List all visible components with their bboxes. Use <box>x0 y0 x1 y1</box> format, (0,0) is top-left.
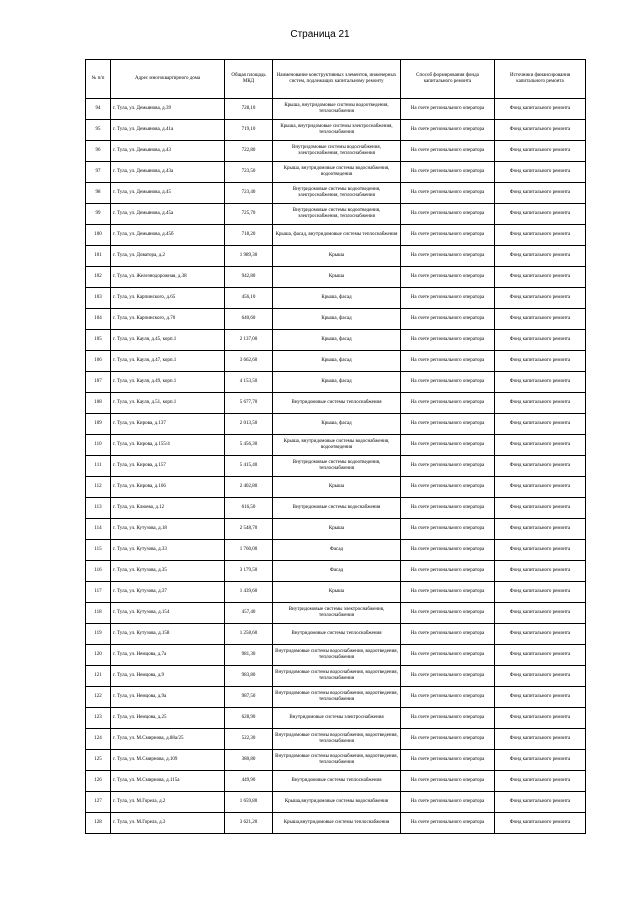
table-row <box>86 708 586 729</box>
row-address: г. Тула, ул. Кутузова, д.37 <box>111 582 225 603</box>
row-source: Фонд капитального ремонта <box>495 645 586 666</box>
row-method: На счете регионального оператора <box>401 372 495 393</box>
row-area: 5 456,30 <box>225 435 273 456</box>
row-method: На счете регионального оператора <box>401 288 495 309</box>
row-number: 96 <box>86 141 111 162</box>
row-method: На счете регионального оператора <box>401 456 495 477</box>
row-works: Крыша, фасад <box>273 288 401 309</box>
row-source: Фонд капитального ремонта <box>495 519 586 540</box>
row-number: 109 <box>86 414 111 435</box>
row-address: г. Тула, ул. Демьянова, д.45б <box>111 225 225 246</box>
row-number: 112 <box>86 477 111 498</box>
header-num: № п/п <box>86 60 111 99</box>
table-row <box>86 267 586 288</box>
row-address: г. Тула, ул. Немцова, д.9а <box>111 687 225 708</box>
row-method: На счете регионального оператора <box>401 813 495 834</box>
row-works: Крыша <box>273 519 401 540</box>
row-number: 125 <box>86 750 111 771</box>
row-number: 117 <box>86 582 111 603</box>
row-number: 108 <box>86 393 111 414</box>
row-method: На счете регионального оператора <box>401 225 495 246</box>
row-works: Фасад <box>273 540 401 561</box>
row-number: 100 <box>86 225 111 246</box>
row-method: На счете регионального оператора <box>401 393 495 414</box>
row-area: 3 662,60 <box>225 351 273 372</box>
row-method: На счете регионального оператора <box>401 666 495 687</box>
row-method: На счете регионального оператора <box>401 477 495 498</box>
row-source: Фонд капитального ремонта <box>495 561 586 582</box>
row-address: г. Тула, ул. Демьянова, д.43а <box>111 162 225 183</box>
row-source: Фонд капитального ремонта <box>495 477 586 498</box>
row-number: 127 <box>86 792 111 813</box>
row-method: На счете регионального оператора <box>401 435 495 456</box>
row-address: г. Тула, ул. Кутузова, д.158 <box>111 624 225 645</box>
table-row <box>86 330 586 351</box>
row-source: Фонд капитального ремонта <box>495 792 586 813</box>
row-area: 2 402,80 <box>225 477 273 498</box>
row-works: Крыша, внутридомовые системы водоснабжения, водоотведения <box>273 162 401 183</box>
row-source: Фонд капитального ремонта <box>495 771 586 792</box>
row-number: 95 <box>86 120 111 141</box>
row-area: 2 548,70 <box>225 519 273 540</box>
row-address: г. Тула, ул. Кауля, д.49, корп.1 <box>111 372 225 393</box>
row-works: Крыша,внутридомовые системы теплоснабжения <box>273 813 401 834</box>
table-row <box>86 519 586 540</box>
row-source: Фонд капитального ремонта <box>495 498 586 519</box>
row-area: 640,60 <box>225 309 273 330</box>
header-source: Источники финансирования капитального ремонта <box>495 60 586 99</box>
row-source: Фонд капитального ремонта <box>495 330 586 351</box>
table-row <box>86 603 586 624</box>
row-source: Фонд капитального ремонта <box>495 162 586 183</box>
table-row <box>86 141 586 162</box>
row-address: г. Тула, ул. Кауля, д.51, корп.1 <box>111 393 225 414</box>
row-number: 107 <box>86 372 111 393</box>
row-number: 103 <box>86 288 111 309</box>
row-works: Внутридомовые системы водоснабжения, водоотведения, теплоснабжения <box>273 750 401 771</box>
row-works: Внутридомовые системы водоснабжения, водоотведения, теплоснабжения <box>273 729 401 750</box>
row-area: 1 760,00 <box>225 540 273 561</box>
row-method: На счете регионального оператора <box>401 624 495 645</box>
table-row <box>86 582 586 603</box>
row-method: На счете регионального оператора <box>401 246 495 267</box>
row-number: 126 <box>86 771 111 792</box>
row-method: На счете регионального оператора <box>401 99 495 120</box>
row-area: 5 415,40 <box>225 456 273 477</box>
header-address: Адрес многоквартирного дома <box>111 60 225 99</box>
repair-registry-table <box>85 59 586 834</box>
row-works: Внутридомовые системы водоснабжения, электроснабжения, теплоснабжения <box>273 141 401 162</box>
row-address: г. Тула, ул. Кутузова, д.35 <box>111 561 225 582</box>
row-source: Фонд капитального ремонта <box>495 309 586 330</box>
row-area: 3 621,20 <box>225 813 273 834</box>
row-area: 981,30 <box>225 645 273 666</box>
row-area: 719,10 <box>225 120 273 141</box>
row-works: Крыша <box>273 246 401 267</box>
row-area: 3 179,50 <box>225 561 273 582</box>
table-row <box>86 351 586 372</box>
row-number: 104 <box>86 309 111 330</box>
row-works: Крыша, фасад <box>273 414 401 435</box>
row-area: 942,80 <box>225 267 273 288</box>
row-number: 120 <box>86 645 111 666</box>
row-area: 725,70 <box>225 204 273 225</box>
row-method: На счете регионального оператора <box>401 771 495 792</box>
row-method: На счете регионального оператора <box>401 519 495 540</box>
row-area: 1 439,60 <box>225 582 273 603</box>
row-area: 1 989,30 <box>225 246 273 267</box>
row-source: Фонд капитального ремонта <box>495 582 586 603</box>
row-area: 723,50 <box>225 162 273 183</box>
row-number: 128 <box>86 813 111 834</box>
table-row <box>86 498 586 519</box>
row-address: г. Тула, ул. Кауля, д.47, корп.1 <box>111 351 225 372</box>
table-row <box>86 813 586 834</box>
row-address: г. Тула, ул. Клюева, д.12 <box>111 498 225 519</box>
table-row <box>86 120 586 141</box>
row-area: 728,10 <box>225 99 273 120</box>
row-source: Фонд капитального ремонта <box>495 267 586 288</box>
row-method: На счете регионального оператора <box>401 141 495 162</box>
row-address: г. Тула, ул. Демьянова, д.45а <box>111 204 225 225</box>
row-area: 456,10 <box>225 288 273 309</box>
row-source: Фонд капитального ремонта <box>495 204 586 225</box>
row-address: г. Тула, ул. М.Смирнова, д.109 <box>111 750 225 771</box>
row-works: Внутридомовые системы электроснабжения <box>273 708 401 729</box>
row-address: г. Тула, ул. Кирова, д.166 <box>111 477 225 498</box>
row-address: г. Тула, ул. Доватора, д.2 <box>111 246 225 267</box>
table-row <box>86 666 586 687</box>
row-method: На счете регионального оператора <box>401 750 495 771</box>
row-source: Фонд капитального ремонта <box>495 393 586 414</box>
row-number: 98 <box>86 183 111 204</box>
row-works: Крыша, фасад, внутридомовые системы теплоснабжения <box>273 225 401 246</box>
row-source: Фонд капитального ремонта <box>495 729 586 750</box>
row-address: г. Тула, ул. Кутузова, д.154 <box>111 603 225 624</box>
row-number: 124 <box>86 729 111 750</box>
row-number: 123 <box>86 708 111 729</box>
table-row <box>86 372 586 393</box>
row-area: 628,90 <box>225 708 273 729</box>
row-area: 987,50 <box>225 687 273 708</box>
table-row <box>86 771 586 792</box>
row-number: 94 <box>86 99 111 120</box>
table-row <box>86 414 586 435</box>
row-source: Фонд капитального ремонта <box>495 666 586 687</box>
row-method: На счете регионального оператора <box>401 792 495 813</box>
row-number: 118 <box>86 603 111 624</box>
row-method: На счете регионального оператора <box>401 309 495 330</box>
row-number: 122 <box>86 687 111 708</box>
row-address: г. Тула, ул. М.Смирнова, д.88а/25 <box>111 729 225 750</box>
row-source: Фонд капитального ремонта <box>495 141 586 162</box>
row-works: Крыша, фасад <box>273 351 401 372</box>
row-address: г. Тула, ул. Кутузова, д.18 <box>111 519 225 540</box>
row-source: Фонд капитального ремонта <box>495 288 586 309</box>
table-row <box>86 99 586 120</box>
table-row <box>86 183 586 204</box>
table-row <box>86 645 586 666</box>
row-works: Внутридомовые системы электроснабжения, теплоснабжения <box>273 603 401 624</box>
row-number: 110 <box>86 435 111 456</box>
row-method: На счете регионального оператора <box>401 561 495 582</box>
row-method: На счете регионального оператора <box>401 330 495 351</box>
row-address: г. Тула, ул. Демьянова, д.39 <box>111 99 225 120</box>
row-method: На счете регионального оператора <box>401 183 495 204</box>
row-address: г. Тула, ул. Немцова, д.7а <box>111 645 225 666</box>
row-address: г. Тула, ул. М.Горела, д.2 <box>111 792 225 813</box>
row-area: 2 013,50 <box>225 414 273 435</box>
table-row <box>86 750 586 771</box>
row-works: Внутридомовые системы теплоснабжения <box>273 393 401 414</box>
row-address: г. Тула, ул. Кирова, д.137 <box>111 414 225 435</box>
row-works: Крыша, фасад <box>273 309 401 330</box>
row-source: Фонд капитального ремонта <box>495 120 586 141</box>
row-works: Крыша, внутридомовые системы водоснабжения, водоотведения <box>273 435 401 456</box>
row-address: г. Тула, ул. Кирова, д.157 <box>111 456 225 477</box>
row-works: Крыша, внутридомовые системы водоотведения, теплоснабжения <box>273 99 401 120</box>
row-method: На счете регионального оператора <box>401 204 495 225</box>
row-number: 105 <box>86 330 111 351</box>
row-source: Фонд капитального ремонта <box>495 603 586 624</box>
row-works: Внутридомовые системы водоотведения, электроснабжения, теплоснабжения <box>273 204 401 225</box>
page-title: Страница 21 <box>290 29 350 40</box>
row-address: г. Тула, ул. Кирова, д.155/4 <box>111 435 225 456</box>
row-works: Фасад <box>273 561 401 582</box>
table-row <box>86 204 586 225</box>
row-source: Фонд капитального ремонта <box>495 624 586 645</box>
row-works: Внутридомовые системы водоотведения, электроснабжения, теплоснабжения <box>273 183 401 204</box>
row-source: Фонд капитального ремонта <box>495 708 586 729</box>
row-works: Внутридомовые системы водоснабжения, водоотведения, теплоснабжения <box>273 687 401 708</box>
row-method: На счете регионального оператора <box>401 498 495 519</box>
row-works: Внутридомовые системы водоснабжения <box>273 498 401 519</box>
row-number: 101 <box>86 246 111 267</box>
row-method: На счете регионального оператора <box>401 540 495 561</box>
row-area: 380,80 <box>225 750 273 771</box>
row-number: 114 <box>86 519 111 540</box>
row-works: Крыша <box>273 477 401 498</box>
table-row <box>86 792 586 813</box>
row-source: Фонд капитального ремонта <box>495 225 586 246</box>
row-number: 116 <box>86 561 111 582</box>
row-works: Внутридомовые системы водоотведения, теплоснабжения <box>273 456 401 477</box>
row-source: Фонд капитального ремонта <box>495 414 586 435</box>
row-source: Фонд капитального ремонта <box>495 456 586 477</box>
row-area: 449,90 <box>225 771 273 792</box>
row-area: 723,40 <box>225 183 273 204</box>
row-number: 97 <box>86 162 111 183</box>
header-method: Способ формирования фонда капитального ремонта <box>401 60 495 99</box>
header-works: Наименование конструктивных элементов, инженерных систем, подлежащих капитальному ремонту <box>273 60 401 99</box>
table-header-row <box>86 60 586 99</box>
table-row <box>86 246 586 267</box>
row-method: На счете регионального оператора <box>401 729 495 750</box>
row-area: 722,80 <box>225 141 273 162</box>
row-number: 121 <box>86 666 111 687</box>
table-row <box>86 540 586 561</box>
row-source: Фонд капитального ремонта <box>495 540 586 561</box>
row-method: На счете регионального оператора <box>401 603 495 624</box>
row-address: г. Тула, ул. Немцова, д.9 <box>111 666 225 687</box>
row-works: Внутридомовые системы теплоснабжения <box>273 624 401 645</box>
row-works: Крыша <box>273 582 401 603</box>
row-address: г. Тула, ул. Кауля, д.45, корп.1 <box>111 330 225 351</box>
row-area: 457,40 <box>225 603 273 624</box>
row-address: г. Тула, ул. Немцова, д.25 <box>111 708 225 729</box>
row-method: На счете регионального оператора <box>401 120 495 141</box>
row-works: Крыша <box>273 267 401 288</box>
row-source: Фонд капитального ремонта <box>495 372 586 393</box>
row-source: Фонд капитального ремонта <box>495 246 586 267</box>
row-works: Крыша,внутридомовые системы водоснабжения <box>273 792 401 813</box>
row-method: На счете регионального оператора <box>401 351 495 372</box>
row-works: Крыша, внутридомовые системы электроснабжения, теплоснабжения <box>273 120 401 141</box>
row-address: г. Тула, ул. Демьянова, д.43 <box>111 141 225 162</box>
table-row <box>86 435 586 456</box>
row-area: 1 659,80 <box>225 792 273 813</box>
row-method: На счете регионального оператора <box>401 267 495 288</box>
table-row <box>86 288 586 309</box>
row-area: 4 153,50 <box>225 372 273 393</box>
row-area: 983,80 <box>225 666 273 687</box>
row-source: Фонд капитального ремонта <box>495 435 586 456</box>
table-row <box>86 687 586 708</box>
table-row <box>86 477 586 498</box>
row-area: 5 677,70 <box>225 393 273 414</box>
row-method: На счете регионального оператора <box>401 162 495 183</box>
table-row <box>86 456 586 477</box>
table-row <box>86 309 586 330</box>
row-method: На счете регионального оператора <box>401 582 495 603</box>
row-area: 1 258,60 <box>225 624 273 645</box>
row-address: г. Тула, ул. Карпинского, д.70 <box>111 309 225 330</box>
table-row <box>86 162 586 183</box>
row-address: г. Тула, ул. Кутузова, д.33 <box>111 540 225 561</box>
row-area: 522,30 <box>225 729 273 750</box>
row-works: Внутридомовые системы водоснабжения, водоотведения, теплоснабжения <box>273 645 401 666</box>
row-number: 115 <box>86 540 111 561</box>
row-works: Крыша, фасад <box>273 330 401 351</box>
row-number: 111 <box>86 456 111 477</box>
table-row <box>86 561 586 582</box>
row-source: Фонд капитального ремонта <box>495 687 586 708</box>
table-row <box>86 729 586 750</box>
row-source: Фонд капитального ремонта <box>495 183 586 204</box>
row-method: На счете регионального оператора <box>401 645 495 666</box>
row-area: 616,50 <box>225 498 273 519</box>
row-address: г. Тула, ул. Карпинского, д.65 <box>111 288 225 309</box>
row-works: Внутридомовые системы теплоснабжения <box>273 771 401 792</box>
row-number: 102 <box>86 267 111 288</box>
table-row <box>86 624 586 645</box>
row-number: 99 <box>86 204 111 225</box>
row-number: 113 <box>86 498 111 519</box>
table-body <box>86 99 586 834</box>
row-address: г. Тула, ул. М.Горела, д.3 <box>111 813 225 834</box>
table-row <box>86 225 586 246</box>
row-address: г. Тула, ул. М.Смирнова, д.115а <box>111 771 225 792</box>
row-source: Фонд капитального ремонта <box>495 750 586 771</box>
row-number: 106 <box>86 351 111 372</box>
header-area: Общая площадь МКД <box>225 60 273 99</box>
row-source: Фонд капитального ремонта <box>495 351 586 372</box>
row-area: 718,20 <box>225 225 273 246</box>
row-source: Фонд капитального ремонта <box>495 99 586 120</box>
row-address: г. Тула, ул. Железнодорожная, д.38 <box>111 267 225 288</box>
row-works: Внутридомовые системы водоснабжения, водоотведения, теплоснабжения <box>273 666 401 687</box>
row-source: Фонд капитального ремонта <box>495 813 586 834</box>
row-method: На счете регионального оператора <box>401 414 495 435</box>
row-address: г. Тула, ул. Демьянова, д.45 <box>111 183 225 204</box>
table-row <box>86 393 586 414</box>
row-method: На счете регионального оператора <box>401 708 495 729</box>
row-number: 119 <box>86 624 111 645</box>
row-area: 2 137,00 <box>225 330 273 351</box>
row-method: На счете регионального оператора <box>401 687 495 708</box>
row-address: г. Тула, ул. Демьянова, д.41а <box>111 120 225 141</box>
row-works: Крыша, фасад <box>273 372 401 393</box>
